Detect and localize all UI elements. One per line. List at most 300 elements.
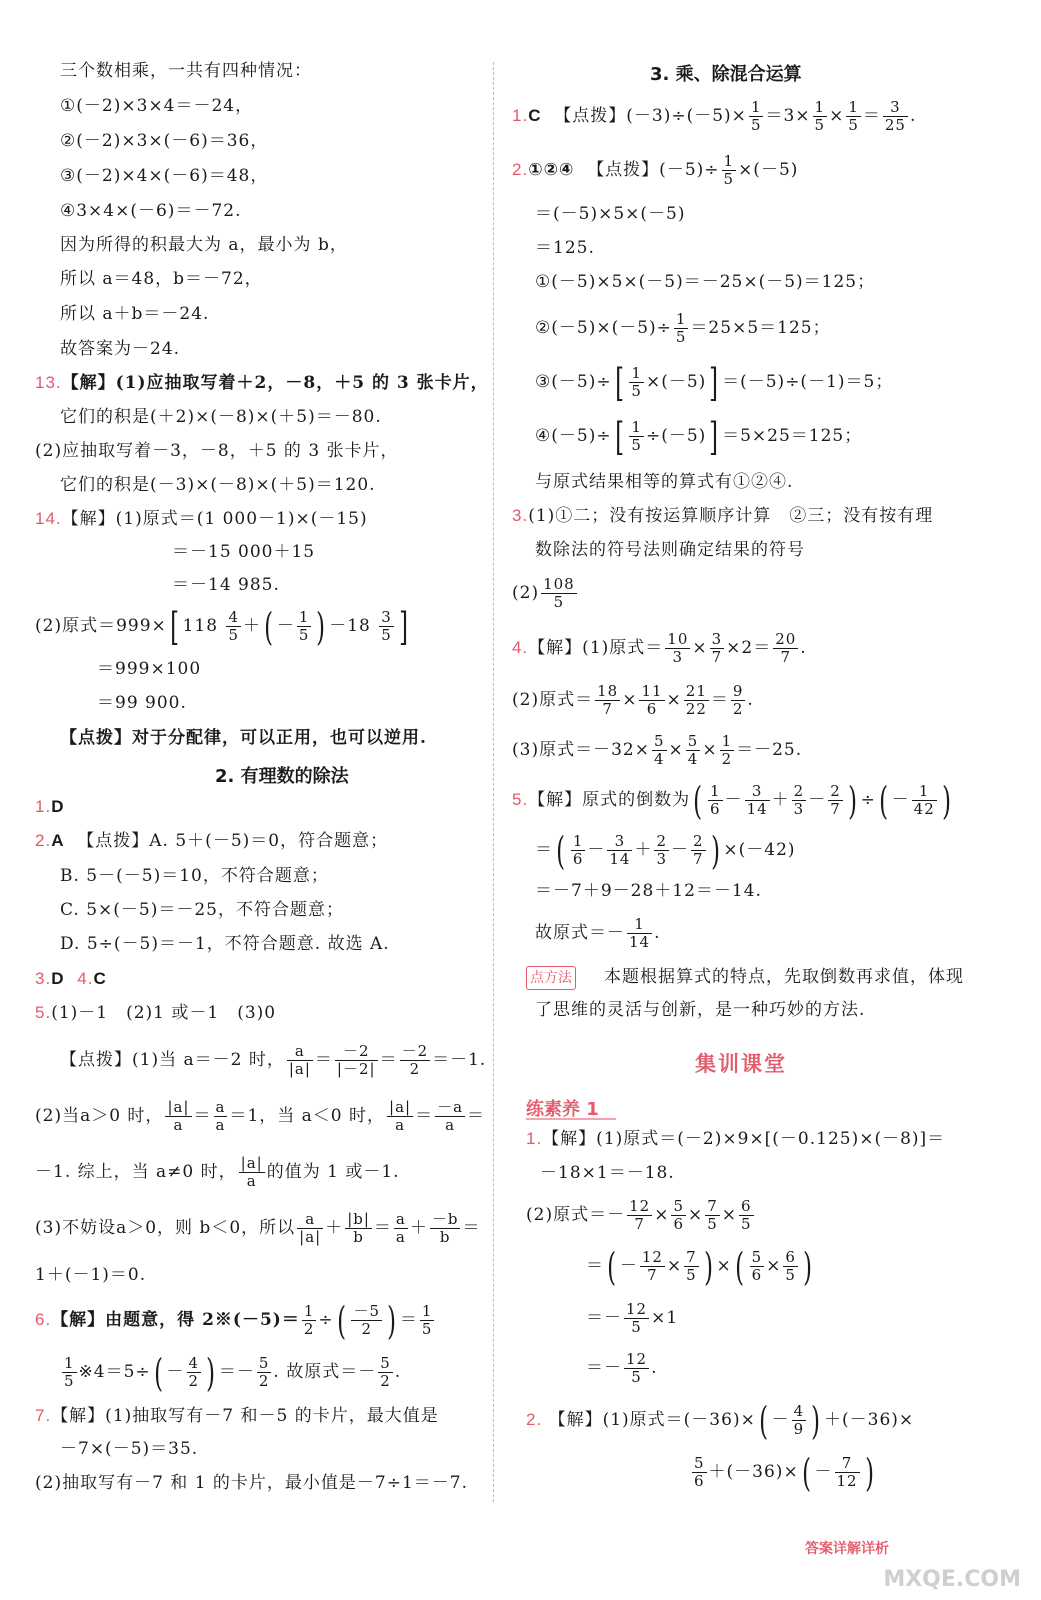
section-title: 3. 乘、除混合运算	[650, 64, 802, 85]
bracket: )	[316, 604, 327, 649]
denominator: 42	[913, 800, 935, 818]
answer-r4: 4.【解】(1)原式＝ $\frac{10}{3}$ × $\frac{3}{7}$ ×2＝ $\frac{20}{7}$ .	[512, 630, 807, 666]
bracket: (	[607, 1244, 617, 1289]
numerator: 1	[710, 782, 721, 800]
question-number: 3.	[512, 506, 529, 525]
fraction	[684, 683, 709, 718]
text: ×	[829, 106, 845, 126]
denominator: 4	[653, 750, 665, 768]
text: －1. 综上，当 a≠0 时，	[35, 1162, 237, 1182]
text: ＋(－36)×	[824, 1410, 915, 1430]
denominator: 5	[421, 1320, 433, 1338]
text: 【解】(1)应抽取写着＋2，－8，＋5 的 3 张卡片，	[61, 373, 489, 393]
denominator: 6	[673, 1215, 684, 1233]
question-number: 1.	[526, 1129, 543, 1148]
denominator: 2	[732, 700, 744, 718]
numerator: 2	[793, 782, 805, 800]
fraction	[692, 1455, 707, 1490]
answer-r1: 1.C 【点拨】(－3)÷(－5)× $\frac{1}{5}$ ＝3× $\frac{1}{5}$ × $\frac{1}{5}$ ＝ $\frac{3}{25}$ .	[512, 98, 917, 134]
numerator: 2	[830, 782, 841, 800]
answer-7	[35, 1405, 439, 1427]
numerator: 108	[543, 575, 575, 593]
text-line: －18×1＝－18.	[540, 1163, 675, 1183]
fraction	[883, 99, 908, 134]
text: 【解】(1)原式＝(－36)×	[548, 1410, 756, 1430]
denominator: 5	[631, 1318, 642, 1336]
numerator: 5	[751, 1248, 763, 1266]
text-line: 与原式结果相等的算式有①②④.	[535, 472, 794, 492]
text: ＝	[535, 840, 553, 860]
denominator: 5	[631, 1368, 642, 1386]
numerator: 4	[793, 1402, 805, 1420]
fraction	[257, 1355, 272, 1390]
text: (3)原式＝－32×	[512, 740, 650, 760]
denominator: 7	[647, 1266, 658, 1284]
fraction	[624, 1351, 649, 1386]
answer-3-4	[35, 968, 107, 990]
text: ＋	[771, 790, 790, 810]
numerator: 1	[750, 98, 762, 116]
fraction	[165, 1099, 191, 1134]
text-line: 本题根据算式的特点，先取倒数再求值，体现	[604, 967, 964, 987]
fraction	[912, 783, 937, 818]
text: 【解】(1)原式＝(1 000－1)×(－15)	[61, 509, 368, 529]
numerator: －2	[335, 1043, 378, 1061]
fraction	[750, 1249, 765, 1284]
numerator: 1	[675, 310, 687, 328]
formula-line	[535, 416, 862, 457]
fraction	[639, 683, 664, 718]
text: ＋	[634, 840, 653, 860]
fraction	[430, 1211, 461, 1246]
bracket: )	[864, 1450, 875, 1495]
denominator: 2	[380, 1372, 391, 1390]
bracket: )	[710, 828, 721, 873]
text: ＝－	[586, 1308, 622, 1328]
fraction	[686, 733, 701, 768]
denominator: 5	[64, 1372, 75, 1390]
text-line: ＝(－5)×5×(－5)	[535, 204, 686, 224]
denominator: 5	[750, 116, 762, 134]
bracket: (	[264, 604, 274, 649]
fraction	[813, 99, 828, 134]
answer-1	[35, 796, 64, 818]
denominator: a	[395, 1116, 406, 1134]
formula-line	[512, 573, 579, 613]
denominator: a	[173, 1116, 184, 1134]
bracket: ]	[709, 360, 719, 405]
text: ＋(－36)×	[708, 1462, 799, 1482]
question-number: 2.	[526, 1410, 543, 1429]
subsection-underline	[526, 1118, 616, 1120]
numerator: －5	[353, 1302, 381, 1320]
formula-line: $\frac{5}{6}$ ＋(－36)×( － $\frac{7}{12}$ )	[694, 1450, 875, 1495]
text-line: ＝－7＋9－28＋12＝－14.	[535, 881, 762, 901]
text: ＝	[415, 1106, 434, 1126]
text: ×(－5)	[738, 160, 799, 180]
fraction	[828, 783, 843, 818]
text: 【解】原式的倒数为	[528, 790, 691, 810]
fraction	[731, 683, 746, 718]
denominator: 5	[228, 626, 240, 644]
bracket: [	[169, 604, 180, 649]
numerator: |a|	[240, 1154, 263, 1172]
answer-p1	[526, 1128, 945, 1150]
fraction	[379, 609, 394, 644]
denominator: 5	[848, 116, 859, 134]
text: ＝	[586, 1256, 604, 1276]
denominator: 9	[793, 1420, 805, 1438]
answer: D	[51, 969, 65, 988]
bracket: )	[387, 1298, 397, 1343]
denominator: 22	[685, 700, 707, 718]
denominator: a	[445, 1116, 456, 1134]
text-line: －7×(－5)＝35.	[60, 1439, 199, 1459]
fraction	[571, 833, 586, 868]
numerator: 1	[814, 98, 826, 116]
text: ×	[716, 1256, 732, 1276]
formula-line	[512, 730, 802, 770]
text: －18	[329, 616, 371, 636]
formula-line	[535, 362, 893, 403]
fraction	[239, 1155, 265, 1190]
denominator: |a|	[299, 1228, 322, 1246]
text: ×	[766, 1256, 782, 1276]
fraction	[745, 783, 770, 818]
numerator: 7	[835, 1455, 860, 1473]
denominator: 2	[721, 750, 733, 768]
text-line: 了思维的灵活与创新，是一种巧妙的方法.	[535, 1000, 866, 1020]
answer-5	[35, 1002, 276, 1024]
fraction	[691, 833, 706, 868]
numerator: 1	[848, 98, 859, 116]
tip-line: 【点拨】对于分配律，可以正用，也可以逆用.	[60, 728, 427, 748]
text-line: ①(－5)×5×(－5)＝－25×(－5)＝125；	[535, 272, 876, 292]
denominator: 7	[780, 648, 792, 666]
fraction	[783, 1249, 798, 1284]
text-line: (2)应抽取写着－3，－8，＋5 的 3 张卡片，	[35, 441, 399, 461]
formula-line: ＝( － $\frac{12}{7}$ × $\frac{7}{5}$ ) ×( $\frac{5}{6}$ × $\frac{6}{5}$ )	[586, 1244, 813, 1289]
text: ÷(－5)	[645, 426, 707, 446]
numerator: 1	[721, 732, 733, 750]
denominator: 5	[298, 626, 310, 644]
formula-line	[35, 1152, 400, 1192]
fraction	[226, 609, 241, 644]
numerator: 5	[380, 1354, 391, 1372]
text-line: ＝125.	[535, 238, 595, 258]
bracket: ]	[398, 604, 409, 649]
text: ×	[666, 690, 682, 710]
answer-p2: 2. 【解】(1)原式＝(－36)×( － $\frac{4}{9}$ ) ＋(－36)×	[526, 1398, 915, 1443]
text: ×	[692, 638, 708, 658]
fraction	[739, 1198, 754, 1233]
question-number: 5.	[35, 1003, 52, 1022]
numerator: 1	[298, 608, 310, 626]
text: ＝5×25＝125；	[722, 426, 863, 446]
numerator: －b	[431, 1210, 459, 1228]
denominator: 14	[746, 800, 768, 818]
fraction	[297, 1211, 323, 1246]
text: ×	[721, 1205, 738, 1225]
numerator: 5	[673, 1197, 684, 1215]
numerator: a	[395, 1210, 406, 1228]
fraction	[394, 1211, 408, 1246]
fraction	[749, 99, 764, 134]
text: 故原式＝－	[535, 923, 625, 943]
fraction	[387, 1099, 413, 1134]
text: －	[808, 790, 827, 810]
text-line: 它们的积是(＋2)×(－8)×(＋5)＝－80.	[60, 407, 382, 427]
formula-line	[35, 1096, 485, 1136]
bracket: (	[758, 1398, 769, 1443]
text-line: ①(－2)×3×4＝－24，	[60, 96, 254, 116]
subsection-title: 练素养 1	[526, 1099, 599, 1120]
text-line: (2)抽取写有－7 和 1 的卡片，最小值是－7÷1＝－7.	[35, 1473, 469, 1493]
text: (1)－1 (2)1 或－1 (3)0	[51, 1003, 277, 1023]
text: ＝	[710, 690, 729, 710]
text: 【解】(1)原式＝(－2)×9×[(－0.125)×(－8)]＝	[542, 1129, 946, 1149]
text-line: 所以 a＝48，b＝－72，	[60, 269, 263, 289]
numerator: 12	[641, 1248, 663, 1266]
fraction	[629, 419, 644, 454]
fraction	[624, 1301, 649, 1336]
text: ×	[702, 740, 718, 760]
fraction	[665, 631, 690, 666]
numerator: 4	[228, 608, 240, 626]
denominator: 5	[785, 1266, 796, 1284]
answer: C	[528, 106, 542, 125]
text: ×	[622, 690, 638, 710]
bracket: (	[693, 778, 703, 823]
watermark: MXQE.COM	[883, 1567, 1021, 1592]
numerator: |b|	[347, 1210, 370, 1228]
fraction	[710, 631, 725, 666]
fraction	[627, 1198, 652, 1233]
bracket: )	[941, 778, 952, 823]
text: ②(－5)×(－5)÷	[535, 318, 672, 338]
denominator: a	[395, 1228, 406, 1246]
numerator: 2	[656, 832, 668, 850]
denominator: |－2|	[336, 1060, 376, 1078]
answer: A	[51, 831, 65, 850]
text: ＝	[862, 106, 881, 126]
bracket: )	[703, 1244, 714, 1289]
denominator: a	[215, 1116, 226, 1134]
text: ＝3×	[765, 106, 811, 126]
question-13	[35, 372, 489, 394]
denominator: 7	[634, 1215, 645, 1233]
text: －	[891, 790, 910, 810]
question-number: 3.	[35, 969, 52, 988]
numerator: 1	[631, 364, 642, 382]
fraction	[287, 1043, 313, 1078]
text: ×	[666, 1256, 683, 1276]
numerator: 12	[629, 1197, 651, 1215]
text-line: D. 5÷(－5)＝－1，不符合题意. 故选 A.	[60, 934, 390, 954]
text: (3)不妨设a＞0，则 b＜0，所以	[35, 1218, 296, 1238]
method-badge: 点方法	[526, 966, 576, 990]
bracket: (	[556, 828, 566, 873]
fraction	[297, 609, 312, 644]
text-line: ④3×4×(－6)＝－72.	[60, 201, 242, 221]
formula-line: (2)原式＝ $\frac{18}{7}$ × $\frac{11}{6}$ × $\frac{21}{22}$ ＝ $\frac{9}{2}$ .	[512, 682, 754, 718]
numerator: 1	[64, 1354, 75, 1372]
text: 的值为 1 或－1.	[266, 1162, 400, 1182]
numerator: 1	[572, 832, 584, 850]
numerator: －2	[401, 1042, 429, 1060]
text: －	[587, 840, 606, 860]
numerator: 2	[693, 832, 704, 850]
section-banner: 集训课堂	[695, 1052, 787, 1076]
numerator: 1	[723, 152, 735, 170]
text: ＝(－5)÷(－1)＝5；	[722, 372, 894, 392]
text: 【点拨】A. 5＋(－5)＝0，符合题意；	[77, 831, 389, 851]
fraction	[435, 1099, 465, 1134]
text-line: 因为所得的积最大为 a，最小为 b，	[60, 235, 348, 255]
denominator: 5	[675, 328, 687, 346]
text: ＝25×5＝125；	[690, 318, 831, 338]
text: ＝	[379, 1050, 398, 1070]
text: (2)原式＝999×	[35, 616, 167, 636]
answer-2	[35, 830, 388, 852]
text-line: 数除法的符号法则确定结果的符号	[535, 540, 805, 560]
bracket: [	[614, 414, 625, 459]
question-number: 6.	[35, 1310, 52, 1329]
fraction	[640, 1249, 665, 1284]
question-14	[35, 508, 368, 530]
text-line: 它们的积是(－3)×(－8)×(＋5)＝120.	[60, 475, 376, 495]
column-divider	[493, 62, 494, 1502]
formula-line	[35, 606, 412, 647]
text: ＋	[325, 1218, 344, 1238]
formula-line: $\frac{1}{5}$ ※4＝5÷( － $\frac{4}{2}$ ) ＝－ $\frac{5}{2}$ . 故原式＝－ $\frac{5}{2}$ .	[64, 1350, 402, 1395]
denominator: 14	[629, 933, 651, 951]
bracket: (	[734, 1244, 745, 1289]
numerator: a	[215, 1098, 226, 1116]
text: ＝－	[586, 1358, 622, 1378]
denominator: 5	[631, 436, 642, 454]
fraction	[705, 1198, 720, 1233]
text: ×2＝	[726, 638, 772, 658]
denominator: 5	[686, 1266, 697, 1284]
text: ＝	[467, 1106, 486, 1126]
question-number: 7.	[35, 1406, 52, 1425]
bracket: )	[803, 1244, 813, 1289]
fraction	[722, 153, 737, 188]
text: ＝	[373, 1218, 392, 1238]
denominator: 2	[258, 1372, 270, 1390]
fraction	[302, 1303, 317, 1338]
denominator: 5	[631, 382, 642, 400]
numerator: 7	[707, 1197, 718, 1215]
numerator: 1	[631, 418, 642, 436]
fraction	[627, 916, 652, 951]
formula-line	[586, 1298, 678, 1338]
section-title: 2. 有理数的除法	[215, 766, 349, 787]
question-number: 5.	[512, 790, 529, 809]
denominator: 7	[711, 648, 723, 666]
text-line: B. 5－(－5)＝10，不符合题意；	[60, 866, 329, 886]
text-line: ＝－14 985.	[172, 575, 280, 595]
bracket: ]	[709, 414, 719, 459]
bracket: )	[847, 778, 858, 823]
fraction	[335, 1043, 378, 1078]
text: 【解】(1)原式＝	[528, 638, 664, 658]
numerator: 7	[686, 1248, 697, 1266]
text: ×1	[651, 1308, 679, 1328]
bracket: )	[811, 1398, 821, 1443]
numerator: a	[287, 1043, 313, 1061]
bracket: (	[336, 1298, 347, 1343]
numerator: 3	[607, 833, 632, 851]
text-line: C. 5×(－5)＝－25，不符合题意；	[60, 900, 344, 920]
answer: C	[93, 969, 107, 988]
question-number: 4.	[77, 969, 94, 988]
fraction	[607, 833, 632, 868]
fraction	[684, 1249, 699, 1284]
text: 【解】(1)抽取写有－7 和－5 的卡片，最大值是	[51, 1406, 439, 1426]
answer-r2	[512, 150, 798, 190]
numerator: 5	[258, 1354, 270, 1372]
formula-line	[35, 1208, 480, 1248]
numerator: 3	[711, 630, 723, 648]
formula-line: 故原式＝－ $\frac{1}{14}$ .	[535, 915, 661, 951]
denominator: 2	[361, 1320, 373, 1338]
question-number: 1.	[512, 106, 529, 125]
denominator: 5	[814, 116, 826, 134]
bracket: (	[878, 778, 889, 823]
answer-r3	[512, 505, 933, 527]
fraction	[835, 1455, 860, 1490]
denominator: 4	[687, 750, 699, 768]
text: (2)	[512, 583, 540, 603]
text-line: ＝999×100	[97, 659, 202, 679]
denominator: 5	[381, 626, 392, 644]
numerator: 10	[667, 630, 689, 648]
text: ＝	[462, 1218, 481, 1238]
page-footer: 答案详解详析	[805, 1541, 889, 1557]
denominator: 5	[741, 1215, 752, 1233]
denominator: 6	[572, 850, 584, 868]
numerator: 1	[912, 783, 937, 801]
answer-r5	[512, 780, 955, 821]
text: (2)原式＝－	[526, 1205, 626, 1225]
denominator: |a|	[288, 1060, 311, 1078]
text: ③(－5)÷	[535, 372, 612, 392]
fraction	[708, 783, 723, 818]
denominator: 5	[723, 170, 735, 188]
numerator: 5	[694, 1454, 705, 1472]
bracket: [	[614, 360, 625, 405]
numerator: a	[297, 1211, 323, 1229]
denominator: 6	[694, 1472, 705, 1490]
text: 【点拨】(－5)÷	[587, 160, 720, 180]
denominator: 25	[884, 116, 906, 134]
text: ×(－42)	[723, 840, 796, 860]
text-line: 1＋(－1)＝0.	[35, 1265, 147, 1285]
fraction	[654, 833, 669, 868]
fraction	[595, 683, 620, 718]
numerator: 3	[883, 99, 908, 117]
text: ×	[668, 740, 684, 760]
text: ＝－	[218, 1362, 255, 1382]
fraction	[629, 365, 644, 400]
formula-line: ＝－ $\frac{12}{5}$ .	[586, 1350, 658, 1386]
text: 118	[182, 616, 219, 636]
text: (1)①二；没有按运算顺序计算 ②三；没有按有理	[528, 506, 934, 526]
text: ＋	[409, 1218, 428, 1238]
text: ×	[654, 1205, 670, 1225]
